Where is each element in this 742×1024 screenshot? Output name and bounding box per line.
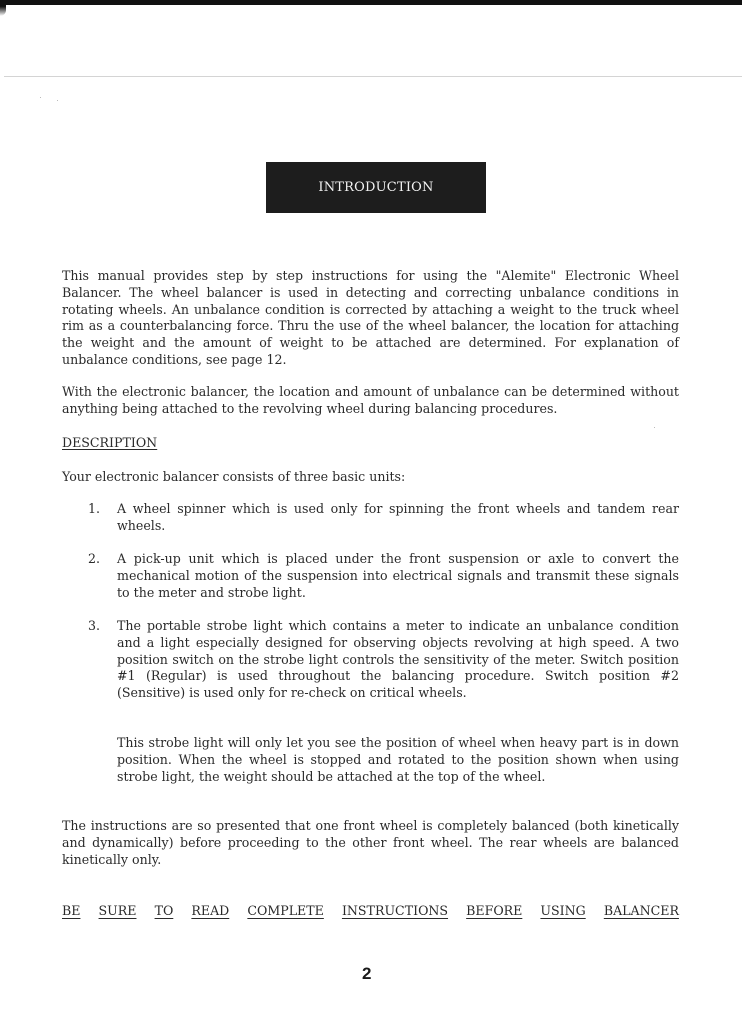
page-number: 2 bbox=[362, 964, 372, 983]
warning-word: INSTRUCTIONS bbox=[341, 903, 449, 918]
description-lead: Your electronic balancer consists of three basic units: bbox=[62, 469, 406, 484]
warning-word: BALANCER bbox=[603, 903, 679, 918]
list-number: 1. bbox=[88, 501, 101, 516]
page-fold-line bbox=[4, 76, 742, 77]
intro-paragraph: This manual provides step by step instructions for using the "Alemite" Electronic Wheel Balancer. The wheel balancer is used in detecting and correcting unbalance conditions in rotating wheels. An unbalance condition is corrected by attaching a weight to the truck wheel rim as a counterbalancing force. Thru the use of the wheel balancer, the location for attaching the weight and the amount of weight to be attached are determined. For explanation of unbalance conditions, see page 12. bbox=[62, 268, 679, 367]
scan-top-edge bbox=[0, 0, 742, 5]
warning-word: SURE bbox=[98, 903, 137, 918]
section-title-banner bbox=[266, 162, 486, 213]
warning-word: USING bbox=[540, 903, 586, 918]
section-title: INTRODUCTION bbox=[318, 180, 434, 195]
warning-line bbox=[62, 903, 679, 918]
list-number: 2. bbox=[88, 551, 101, 566]
list-item bbox=[88, 618, 679, 702]
warning-word: READ bbox=[191, 903, 230, 918]
scan-speck bbox=[654, 427, 655, 428]
closing-paragraph: The instructions are so presented that one front wheel is completely balanced (both kinetically and dynamically) before proceeding to the other front wheel. The rear wheels are balanced kinetically only. bbox=[62, 818, 679, 867]
list-text: A wheel spinner which is used only for spinning the front wheels and tandem rear wheels. bbox=[117, 501, 679, 533]
warning-word: BEFORE bbox=[466, 903, 523, 918]
intro-paragraph: With the electronic balancer, the location and amount of unbalance can be determined without anything being attached to the revolving wheel during balancing procedures. bbox=[62, 384, 679, 416]
list-item bbox=[88, 551, 679, 601]
list-text: The portable strobe light which contains a meter to indicate an unbalance condition and a light especially designed for observing objects revolving at high speed. A two position switch on the strobe light controls the sensitivity of the meter. Switch position #1 (Regular) is used throughout the balancing procedure. Switch position #2 (Sensitive) is used only for re-check on critical wheels. bbox=[117, 618, 679, 701]
warning-word: COMPLETE bbox=[247, 903, 324, 918]
scan-speck bbox=[40, 97, 41, 98]
warning-word: BE bbox=[62, 903, 81, 918]
list-number: 3. bbox=[88, 618, 101, 633]
warning-word: TO bbox=[154, 903, 174, 918]
list-text: A pick-up unit which is placed under the front suspension or axle to convert the mechanical motion of the suspension into electrical signals and transmit these signals to the meter and strobe light. bbox=[117, 551, 679, 600]
list-item bbox=[88, 501, 679, 535]
scan-speck bbox=[57, 100, 58, 101]
strobe-note: This strobe light will only let you see the position of wheel when heavy part is in down position. When the wheel is stopped and rotated to the position shown when using strobe light, the weight should be attached at the top of the wheel. bbox=[117, 735, 679, 784]
description-heading: DESCRIPTION bbox=[62, 435, 158, 450]
scan-corner-shadow bbox=[0, 0, 6, 16]
